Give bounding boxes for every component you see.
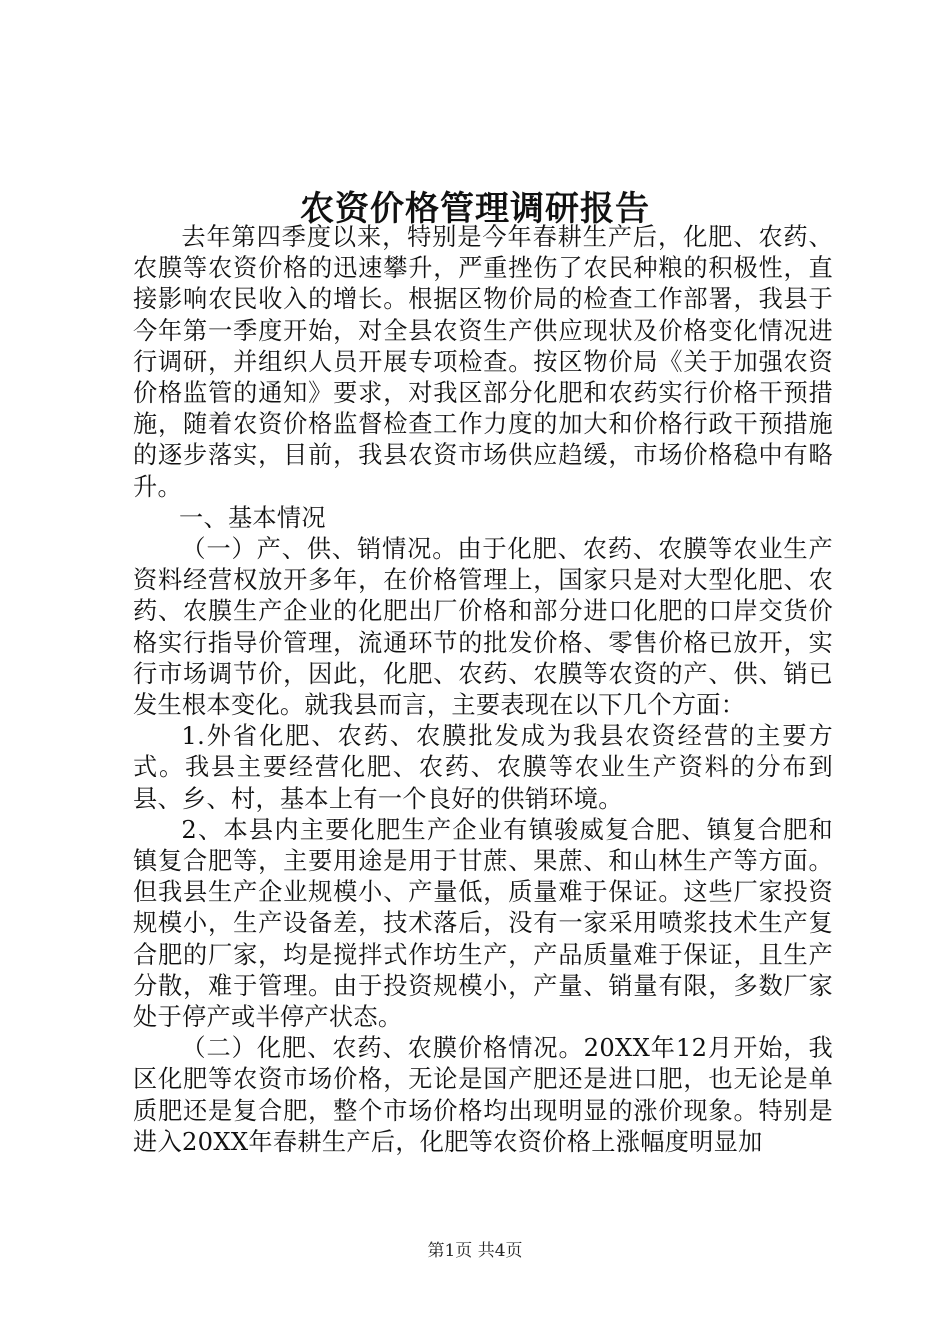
document-body <box>133 222 833 1158</box>
intro-paragraph: 去年第四季度以来，特别是今年春耕生产后，化肥、农药、农膜等农资价格的迅速攀升，严重挫伤了农民种粮的积极性，直接影响农民收入的增长。根据区物价局的检查工作部署，我县于今年第一季度开始，对全县农资生产供应现状及价格变化情况进行调研，并组织人员开展专项检查。按区物价局《关于加强农资价格监管的通知》要求，对我区部分化肥和农药实行价格干预措施，随着农资价格监督检查工作力度的加大和价格行政干预措施的逐步落实，目前，我县农资市场供应趋缓，市场价格稳中有略升。 <box>133 223 833 501</box>
paragraph-point-2: 2、本县内主要化肥生产企业有镇骏威复合肥、镇复合肥和镇复合肥等，主要用途是用于甘蔗、果蔗、和山林生产等方面。但我县生产企业规模小、产量低，质量难于保证。这些厂家投资规模小，生产设备差，技术落后，没有一家采用喷浆技术生产复合肥的厂家，均是搅拌式作坊生产，产品质量难于保证，且生产分散，难于管理。由于投资规模小，产量、销量有限，多数厂家处于停产或半停产状态。 <box>133 815 833 1032</box>
section-heading-basic-situation: 一、基本情况 <box>178 503 326 532</box>
document-title: 农资价格管理调研报告 <box>300 189 650 229</box>
paragraph-production-supply-sales: （一）产、供、销情况。由于化肥、农药、农膜等农业生产资料经营权放开多年，在价格管理上，国家只是对大型化肥、农药、农膜生产企业的化肥出厂价格和部分进口化肥的口岸交货价格实行指导价管理，流通环节的批发价格、零售价格已放开，实行市场调节价，因此，化肥、农药、农膜等农资的产、供、销已发生根本变化。就我县而言，主要表现在以下几个方面： <box>133 535 833 720</box>
page-footer: 第1页 共4页 <box>427 1241 523 1261</box>
paragraph-price-situation: （二）化肥、农药、农膜价格情况。20XX年12月开始，我区化肥等农资市场价格，无论是国产肥还是进口肥，也无论是单质肥还是复合肥，整个市场价格均出现明显的涨价现象。特别是进入20XX年春耕生产后，化肥等农资价格上涨幅度明显加 <box>133 1034 833 1156</box>
paragraph-point-1: 1.外省化肥、农药、农膜批发成为我县农资经营的主要方式。我县主要经营化肥、农药、农膜等农业生产资料的分布到县、乡、村，基本上有一个良好的供销环境。 <box>133 722 833 813</box>
